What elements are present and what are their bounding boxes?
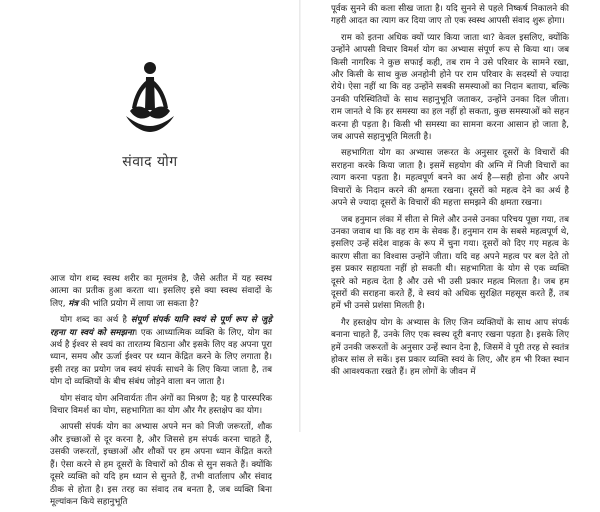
chapter-title: संवाद योग: [122, 154, 178, 170]
paragraph: आज योग शब्द स्वस्थ शरीर का मूलमंत्र है, जैसे अतीत में यह स्वस्थ आत्मा का प्रतीक हुआ करता था। इसलिए इसे क्या स्वस्थ संवादों के लिए, मंत्र की भांति प्रयोग में लाया जा सकता है?: [50, 274, 272, 309]
paragraph: योग शब्द का अर्थ है संपूर्ण संपर्क यानि स्वयं से पूर्ण रूप से जुड़े रहना या स्वयं को समझना। एक आध्यात्मिक व्यक्ति के लिए, योग का अर्थ है ईश्वर से स्वयं का तारतम्य बिठाना और इसके लिए वह अपना पूरा ध्यान, समय और ऊर्जा ईश्वर पर ध्यान केंद्रित करने के लिए लगाता है। इसी तरह का प्रयोग जब स्वयं संपर्क साधने के लिए किया जाता है, तब योग दो व्यक्तियों के बीच संबंध जोड़ने वाला बन जाता है।: [50, 315, 273, 388]
paragraph: जब हनुमान लंका में सीता से मिले और उनसे उनका परिचय पूछा गया, तब उनका जवाब था कि वह राम के सेवक हैं। हनुमान राम के सबसे महत्वपूर्ण थे, इसलिए उन्हें संदेश वाहक के रूप में चुना गया। दूसरों को दिए गए महत्व के कारण सीता का विश्वास उन्होंने जीता। यदि वह अपने महत्व पर बल देते तो इस प्रकार सहायता नहीं हो सकती थी। सहभागिता के योग से एक व्यक्ति दूसरे को महत्व देता है और उसे भी उसी प्रकार महत्व मिलता है। जब हम दूसरों की सराहना करते हैं, वे स्वयं को अधिक सुरक्षित महसूस करते हैं, तब हमें भी उनसे प्रशंसा मिलती है।: [331, 214, 569, 312]
right-body-text: [331, 3, 569, 383]
paragraph: गैर हस्तक्षेप योग के अभ्यास के लिए जिन व्यक्तियों के साथ आप संपर्क बनाना चाहते हैं, उनके लिए एक स्वस्थ दूरी बनाए रखना पड़ता है। इसके लिए हमें उनकी जरूरतों के अनुसार उन्हें स्थान देना है, जिसमें वे पूरी तरह से स्वतंत्र होकर सांस ले सकें। इस प्रकार व्यक्ति स्वयं के लिए, और हम भी रिक्त स्थान की आवश्यकता रखते हैं। हम लोगों के जीवन में: [331, 317, 569, 378]
paragraph: राम को इतना अधिक क्यों प्यार किया जाता था? केवल इसलिए, क्योंकि उन्होंने आपसी विचार विमर्श योग का अभ्यास संपूर्ण रूप से किया था। जब किसी नागरिक ने कुछ सफाई कही, तब राम ने उसे परिवार के सामने रखा, और किसी के साथ कुछ अनहोनी होने पर राम परिवार के सदस्यों से ज्यादा रोये। ऐसा नहीं था कि वह उन्होंने सबकी समस्याओं का निदान बताया, बल्कि उनकी परिस्थितियों के साथ सहानुभूति जताकर, उन्होंने उनका दिल जीता। राम जानते थे कि हर समस्या का हल नहीं हो सकता, कुछ समस्याओं को सहन करना ही पड़ता है। किसी भी समस्या का सामना करना आसान हो जाता है, जब आपसे सहानुभूति मिलती है।: [331, 32, 569, 143]
paragraph: सहभागिता योग का अभ्यास जरूरत के अनुसार दूसरों के विचारों की सराहना करके किया जाता है। इसमें सहयोग की अग्नि में निजी विचारों का त्याग करना पड़ता है। महत्वपूर्ण बनने का अर्थ है—सही होना और अपने विचारों के निदान करने की क्षमता रखना। दूसरों को महत्व देने का अर्थ है अपने से ज्यादा दूसरों के विचारों की महत्ता समझने की क्षमता रखना।: [331, 148, 569, 209]
paragraph: पूर्वक सुनने की कला सीख जाता है। यदि सुनने से पहले निष्कर्ष निकालने की गहरी आदत का त्याग कर दिया जाए तो एक स्वस्थ आपसी संवाद शुरू होगा।: [331, 4, 569, 27]
left-page: [0, 0, 300, 507]
left-body-text: [50, 273, 272, 512]
paragraph: योग संवाद योग अनिवार्यतः तीन अंगों का मिश्रण है; यह है पारस्परिक विचार विमर्श का योग, सहभागिता का योग और गैर हस्तक्षेप का योग।: [50, 393, 272, 417]
paragraph: आपसी संपर्क योग का अभ्यास अपने मन को निजी जरूरतों, शौक और इच्छाओं से दूर करना है, और जिससे हम संपर्क करना चाहते हैं, उसकी जरूरतों, इच्छाओं और शौकों पर हम अपना ध्यान केंद्रित करते हैं। ऐसा करने से हम दूसरों के विचारों को ठीक से सुन सकते हैं। क्योंकि दूसरे व्यक्ति को यदि हम ध्यान से सुनते हैं, तभी वार्तालाप और संवाद ठीक से होता है। इस तरह का संवाद तब बनता है, जब व्यक्ति बिना मूल्यांकन किये सहानुभूति: [50, 422, 272, 507]
right-page: [301, 0, 600, 432]
meditation-figure-icon: [122, 60, 178, 140]
